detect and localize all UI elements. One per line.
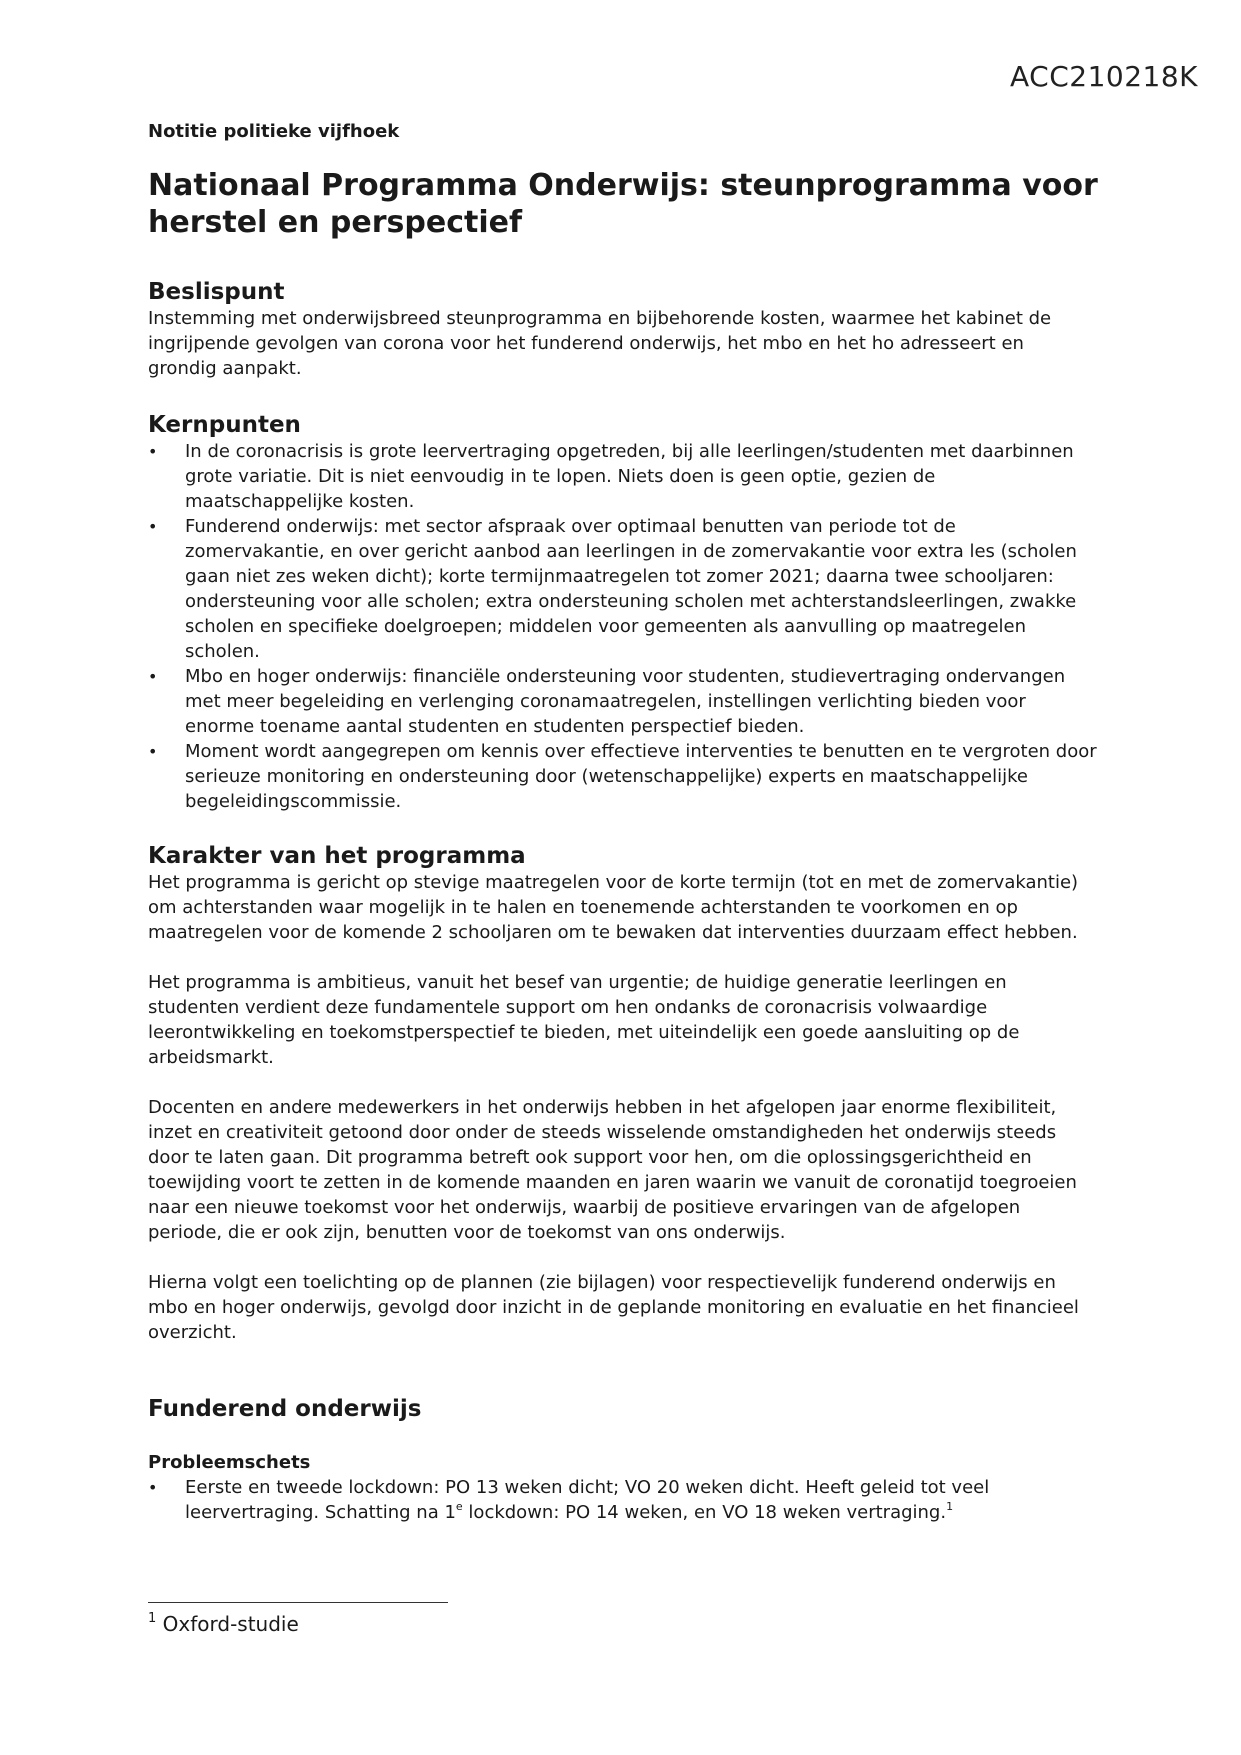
list-item-text: Moment wordt aangegrepen om kennis over effectieve interventies te benutten en te vergroten door serieuze monitoring en ondersteuning door (wetenschappelijke) experts en maatschappelijke begeleidingscommissie. — [185, 741, 1097, 812]
footnote-text: Oxford-studie — [162, 1612, 299, 1636]
ordinal-suffix: e — [455, 1500, 463, 1513]
paragraph: Hierna volgt een toelichting op de plannen (zie bijlagen) voor respectievelijk funderend onderwijs en mbo en hoger onderwijs, gevolgd door inzicht in de geplande monitoring en evaluatie en het financieel overzicht. — [148, 1272, 1079, 1343]
bullet-icon: • — [148, 667, 158, 686]
list-item — [148, 664, 1098, 739]
list-item — [148, 739, 1098, 814]
kernpunten-list — [148, 439, 1098, 814]
bullet-icon: • — [148, 442, 158, 461]
page-title: Nationaal Programma Onderwijs: steunprogramma voor herstel en perspectief — [148, 168, 1098, 240]
subheading-probleemschets: Probleemschets — [148, 1452, 311, 1473]
bullet-icon: • — [148, 1478, 158, 1497]
section-beslispunt — [148, 278, 1098, 381]
section-funderend-onderwijs — [148, 1395, 1098, 1525]
document-body — [148, 120, 1098, 1525]
list-item — [148, 514, 1098, 664]
section-heading-karakter: Karakter van het programma — [148, 843, 526, 869]
bullet-icon: • — [148, 517, 158, 536]
list-item-text: In de coronacrisis is grote leervertraging opgetreden, bij alle leerlingen/studenten met daarbinnen grote variatie. Dit is niet eenvoudig in te lopen. Niets doen is geen optie, gezien de maatschappelijke kosten. — [185, 441, 1074, 512]
footnote-divider — [148, 1602, 448, 1603]
document-type: Notitie politieke vijfhoek — [148, 121, 400, 142]
paragraph: Het programma is ambitieus, vanuit het besef van urgentie; de huidige generatie leerlingen en studenten verdient deze fundamentele support om hen ondanks de coronacrisis volwaardige leerontwikkeling en toekomstperspectief te bieden, met uiteindelijk een goede aansluiting op de arbeidsmarkt. — [148, 972, 1020, 1068]
section-heading-funderend: Funderend onderwijs — [148, 1396, 422, 1422]
section-kernpunten — [148, 411, 1098, 814]
list-item-text: Funderend onderwijs: met sector afspraak over optimaal benutten van periode tot de zomervakantie, en over gericht aanbod aan leerlingen in de zomervakantie voor extra les (scholen gaan niet zes weken dicht); korte termijnmaatregelen tot zomer 2021; daarna twee schooljaren: ondersteuning voor alle scholen; extra ondersteuning scholen met achterstandsleerlingen, zwakke scholen en specifieke doelgroepen; middelen voor gemeenten als aanvulling op maatregelen scholen. — [185, 516, 1077, 662]
footnote — [148, 1611, 299, 1637]
beslispunt-text: Instemming met onderwijsbreed steunprogramma en bijbehorende kosten, waarmee het kabinet de ingrijpende gevolgen van corona voor het funderend onderwijs, het mbo en het ho adresseert en grondig aanpakt. — [148, 308, 1052, 379]
paragraph: Het programma is gericht op stevige maatregelen voor de korte termijn (tot en met de zomervakantie) om achterstanden waar mogelijk in te halen en toenemende achterstanden te voorkomen en op maatregelen voor de komende 2 schooljaren om te bewaken dat interventies duurzaam effect hebben. — [148, 872, 1079, 943]
list-item — [148, 439, 1098, 514]
footnote-number: 1 — [148, 1611, 157, 1626]
section-heading-beslispunt: Beslispunt — [148, 279, 285, 305]
list-item-line: lockdown: PO 14 weken, en VO 18 weken vertraging. — [462, 1502, 947, 1523]
list-item — [148, 1475, 1098, 1525]
probleemschets-list — [148, 1475, 1098, 1525]
section-heading-kernpunten: Kernpunten — [148, 412, 301, 438]
paragraph: Docenten en andere medewerkers in het onderwijs hebben in het afgelopen jaar enorme flexibiliteit, inzet en creativiteit getoond door onder de steeds wisselende omstandigheden het onderwijs steeds door te laten gaan. Dit programma betreft ook support voor hen, om die oplossingsgerichtheid en toewijding voort te zetten in de komende maanden en jaren waarin we vanuit de coronatijd toegroeien naar een nieuwe toekomst voor het onderwijs, waarbij de positieve ervaringen van de afgelopen periode, die er ook zijn, benutten voor de toekomst van ons onderwijs. — [148, 1097, 1077, 1243]
footnote-reference[interactable]: 1 — [946, 1500, 954, 1513]
document-id: ACC210218K — [1009, 60, 1198, 93]
section-karakter — [148, 842, 1098, 1345]
list-item-line: leervertraging. Schatting na 1 — [185, 1502, 456, 1523]
bullet-icon: • — [148, 742, 158, 761]
list-item-line: Eerste en tweede lockdown: PO 13 weken dicht; VO 20 weken dicht. Heeft geleid tot veel — [185, 1477, 990, 1498]
list-item-text: Mbo en hoger onderwijs: financiële ondersteuning voor studenten, studievertraging ondervangen met meer begeleiding en verlenging coronamaatregelen, instellingen verlichting bieden voor enorme toename aantal studenten en studenten perspectief bieden. — [185, 666, 1066, 737]
